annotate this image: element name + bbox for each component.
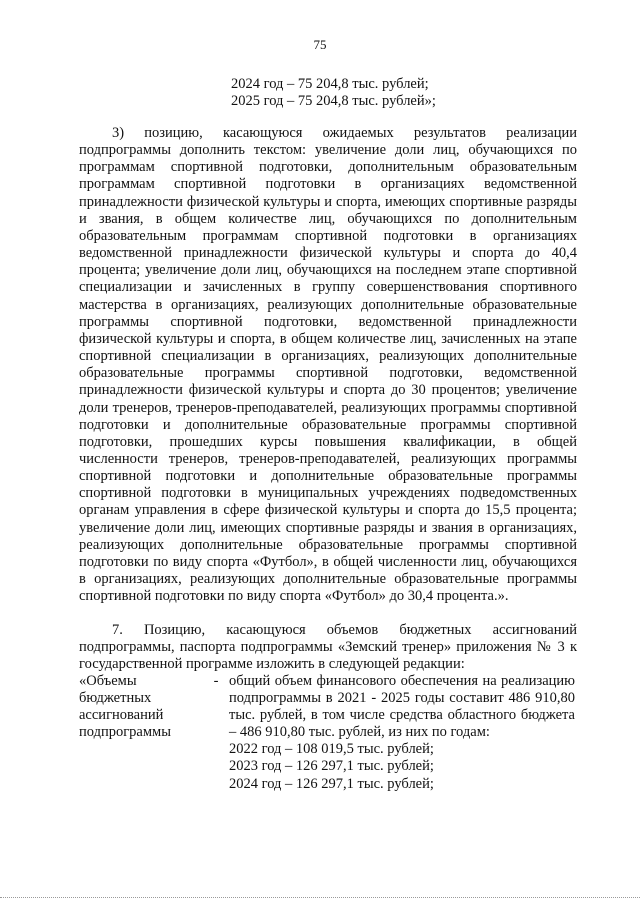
label-line: бюджетных	[79, 690, 152, 707]
year-line-2022: 2022 год – 108 019,5 тыс. рублей;	[229, 741, 434, 758]
page-number: 75	[313, 37, 327, 52]
paragraph-7-budget-allocation: 7. Позицию, касающуюся объемов бюджетных ассигнований подпрограммы, паспорта подпрограммы «Земский тренер» приложения № 3 к государственной программе изложить в следующей редакции:	[79, 622, 577, 673]
paragraph-3-expected-results: 3) позицию, касающуюся ожидаемых результатов реализации подпрограммы дополнить текстом: увеличение доли лиц, обучающихся по программам спортивной подготовки, дополнительным образовательным программам спортивной подготовки в организациях ведомственной принадлежности физической культуры и спорта, имеющих спортивные разряды и звания, в общем количестве лиц, обучающихся по дополнительным образовательным программам спортивной подготовки в организациях ведомственной принадлежности физической культуры и спорта до 40,4 процента; увеличение доли лиц, обучающихся на последнем этапе спортивной специализации и зачисленных в группу совершенствования спортивного мастерства в организациях, реализующих дополнительные образовательные программы спортивной подготовки, ведомственной принадлежности физической культуры и спорта, в общем количестве лиц, зачисленных на этапе спортивной специализации в организациях, реализующих дополнительные образовательные программы спортивной подготовки, ведомственной принадлежности физической культуры и спорта до 30 процентов; увеличение доли тренеров, тренеров-преподавателей, реализующих программы спортивной подготовки и дополнительные образовательные программы спортивной подготовки, прошедших курсы повышения квалификации, в общей численности тренеров, тренеров-преподавателей, реализующих программы спортивной подготовки и дополнительные образовательные программы спортивной подготовки в муниципальных учреждениях подведомственных органам управления в сфере физической культуры и спорта до 15,5 процента; увеличение доли лиц, имеющих спортивные разряды и звания в организациях, реализующих дополнительные образовательные программы спортивной подготовки по виду спорта «Футбол», в общей численности лиц, обучающихся в организациях, реализующих дополнительные образовательные программы спортивной подготовки по виду спорта «Футбол» до 30,4 процента.».	[79, 125, 577, 605]
year-line-2024: 2024 год – 126 297,1 тыс. рублей;	[229, 775, 434, 792]
budget-row	[79, 673, 577, 793]
budget-total-text: общий объем финансового обеспечения на реализацию подпрограммы в 2021 - 2025 годы составит 486 910,80 тыс. рублей, в том числе средства областного бюджета – 486 910,80 тыс. рублей, из них по годам:	[229, 673, 575, 741]
label-line: «Объемы	[79, 673, 137, 689]
separator-dash: -	[213, 673, 219, 689]
label-line: подпрограммы	[79, 724, 171, 741]
year-line-2023: 2023 год – 126 297,1 тыс. рублей;	[229, 758, 434, 775]
year-line-2024: 2024 год – 75 204,8 тыс. рублей;	[231, 76, 429, 92]
bottom-divider	[0, 897, 640, 898]
budget-table	[79, 673, 577, 793]
funding-years-top	[231, 76, 436, 110]
budget-row-value	[229, 673, 575, 793]
year-line-2025: 2025 год – 75 204,8 тыс. рублей»;	[231, 93, 436, 109]
budget-row-label	[79, 673, 203, 793]
label-line: ассигнований	[79, 707, 164, 724]
